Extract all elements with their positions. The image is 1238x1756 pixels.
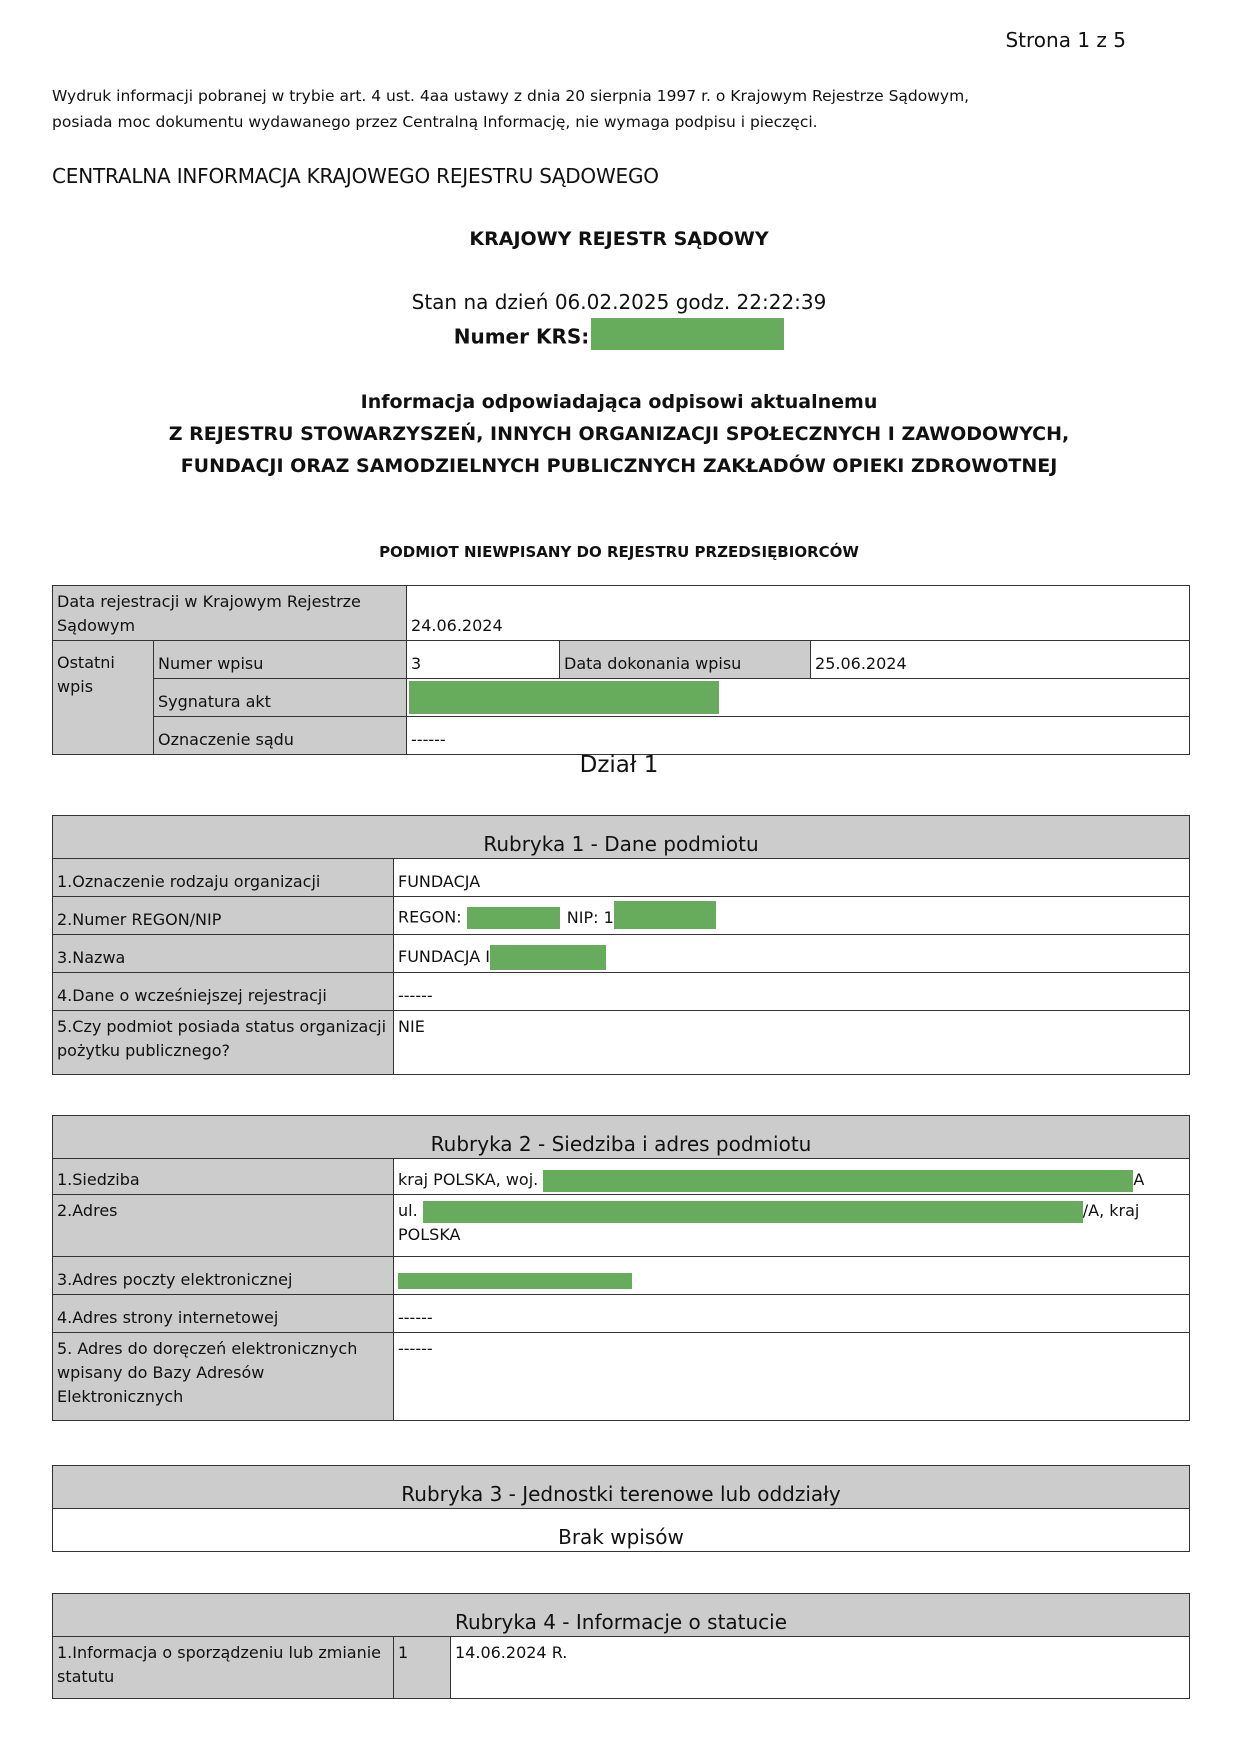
row-value bbox=[394, 1257, 1190, 1295]
rubryka-1-title: Rubryka 1 - Dane podmiotu bbox=[53, 816, 1190, 859]
table-row bbox=[53, 1159, 1190, 1195]
table-row bbox=[53, 859, 1190, 897]
court-label: Oznaczenie sądu bbox=[154, 717, 407, 755]
table-row bbox=[53, 935, 1190, 973]
row-label: 3.Adres poczty elektronicznej bbox=[53, 1257, 394, 1295]
rubryka-3-title: Rubryka 3 - Jednostki terenowe lub oddziały bbox=[53, 1466, 1190, 1509]
disclaimer-line-2: posiada moc dokumentu wydawanego przez Centralną Informację, nie wymaga podpisu i pieczęci. bbox=[52, 113, 818, 131]
name-prefix: FUNDACJA I bbox=[398, 947, 490, 966]
document-title-line-3: FUNDACJI ORAZ SAMODZIELNYCH PUBLICZNYCH ZAKŁADÓW OPIEKI ZDROWOTNEJ bbox=[180, 455, 1058, 477]
section-title: Dział 1 bbox=[579, 752, 659, 778]
row-value bbox=[394, 935, 1190, 973]
table-row bbox=[53, 1195, 1190, 1257]
krs-number bbox=[0, 322, 1238, 354]
row-label: 2.Adres bbox=[53, 1195, 394, 1257]
rubryka-1-table bbox=[52, 815, 1190, 1075]
entity-status: PODMIOT NIEWPISANY DO REJESTRU PRZEDSIĘBIORCÓW bbox=[379, 543, 859, 561]
row-label: 2.Numer REGON/NIP bbox=[53, 897, 394, 935]
redaction-case-number bbox=[409, 681, 719, 714]
last-entry-label: Ostatni wpis bbox=[53, 641, 154, 755]
disclaimer-line-1: Wydruk informacji pobranej w trybie art. 4 ust. 4aa ustawy z dnia 20 sierpnia 1997 r. o Krajowym Rejestrze Sądowym, bbox=[52, 87, 970, 105]
document-title bbox=[0, 386, 1238, 482]
entry-date-value: 25.06.2024 bbox=[811, 641, 1190, 679]
case-label: Sygnatura akt bbox=[154, 679, 407, 717]
redaction-address bbox=[423, 1201, 1083, 1223]
address-suffix: /A, kraj bbox=[1082, 1201, 1140, 1220]
row-label: 5. Adres do doręczeń elektronicznych wpisany do Bazy Adresów Elektronicznych bbox=[53, 1333, 394, 1421]
case-value bbox=[407, 679, 1190, 717]
row-value: FUNDACJA bbox=[394, 859, 1190, 897]
table-row bbox=[53, 717, 1190, 755]
entry-date-label: Data dokonania wpisu bbox=[560, 641, 811, 679]
table-row bbox=[53, 1257, 1190, 1295]
table-row bbox=[53, 1333, 1190, 1421]
row-number: 1 bbox=[394, 1637, 451, 1699]
row-label: 4.Adres strony internetowej bbox=[53, 1295, 394, 1333]
document-title-line-2: Z REJESTRU STOWARZYSZEŃ, INNYCH ORGANIZACJI SPOŁECZNYCH I ZAWODOWYCH, bbox=[168, 423, 1070, 445]
rubryka-4-table bbox=[52, 1593, 1190, 1699]
entry-number-label: Numer wpisu bbox=[154, 641, 407, 679]
row-value: ------ bbox=[394, 1295, 1190, 1333]
register-title: KRAJOWY REJESTR SĄDOWY bbox=[469, 228, 769, 250]
regon-label: REGON: bbox=[398, 907, 462, 927]
reg-date-value: 24.06.2024 bbox=[407, 586, 1190, 641]
issuer-heading: CENTRALNA INFORMACJA KRAJOWEGO REJESTRU SĄDOWEGO bbox=[52, 164, 659, 188]
redaction-nip bbox=[614, 901, 716, 929]
nip-label: NIP: 1 bbox=[566, 907, 614, 927]
row-label: 1.Siedziba bbox=[53, 1159, 394, 1195]
court-value: ------ bbox=[407, 717, 1190, 755]
table-row bbox=[53, 1295, 1190, 1333]
state-date: Stan na dzień 06.02.2025 godz. 22:22:39 bbox=[411, 290, 827, 314]
address-prefix: ul. bbox=[398, 1201, 418, 1220]
registration-table bbox=[52, 585, 1190, 755]
row-label: 1.Oznaczenie rodzaju organizacji bbox=[53, 859, 394, 897]
no-entries: Brak wpisów bbox=[53, 1509, 1190, 1552]
address-line-2: POLSKA bbox=[398, 1225, 461, 1244]
rubryka-4-title: Rubryka 4 - Informacje o statucie bbox=[53, 1594, 1190, 1637]
entry-number-value: 3 bbox=[407, 641, 560, 679]
seat-suffix: A bbox=[1133, 1170, 1145, 1189]
row-value: ------ bbox=[394, 1333, 1190, 1421]
table-row bbox=[53, 641, 1190, 679]
seat-prefix: kraj POLSKA, woj. bbox=[398, 1170, 539, 1189]
rubryka-2-title: Rubryka 2 - Siedziba i adres podmiotu bbox=[53, 1116, 1190, 1159]
row-label: 5.Czy podmiot posiada status organizacji pożytku publicznego? bbox=[53, 1011, 394, 1075]
table-row bbox=[53, 1637, 1190, 1699]
row-value bbox=[394, 1195, 1190, 1257]
page-number: Strona 1 z 5 bbox=[1005, 28, 1126, 52]
table-row bbox=[53, 679, 1190, 717]
row-label: 1.Informacja o sporządzeniu lub zmianie statutu bbox=[53, 1637, 394, 1699]
rubryka-2-table bbox=[52, 1115, 1190, 1421]
reg-date-label: Data rejestracji w Krajowym Rejestrze Sądowym bbox=[53, 586, 407, 641]
row-label: 4.Dane o wcześniejszej rejestracji bbox=[53, 973, 394, 1011]
redaction-name bbox=[490, 945, 606, 970]
row-value: ------ bbox=[394, 973, 1190, 1011]
table-row bbox=[53, 973, 1190, 1011]
document-title-line-1: Informacja odpowiadająca odpisowi aktualnemu bbox=[360, 391, 878, 413]
table-row bbox=[53, 1011, 1190, 1075]
redaction-email bbox=[398, 1273, 632, 1289]
row-value: 14.06.2024 R. bbox=[451, 1637, 1190, 1699]
rubryka-3-table bbox=[52, 1465, 1190, 1552]
krs-label: Numer KRS: bbox=[453, 324, 590, 349]
redaction-regon bbox=[467, 907, 560, 929]
disclaimer bbox=[52, 83, 1152, 135]
row-value bbox=[394, 897, 1190, 935]
row-label: 3.Nazwa bbox=[53, 935, 394, 973]
redaction-krs bbox=[591, 318, 784, 350]
table-row bbox=[53, 586, 1190, 641]
table-row bbox=[53, 897, 1190, 935]
row-value bbox=[394, 1159, 1190, 1195]
redaction-seat bbox=[543, 1170, 1133, 1192]
row-value: NIE bbox=[394, 1011, 1190, 1075]
